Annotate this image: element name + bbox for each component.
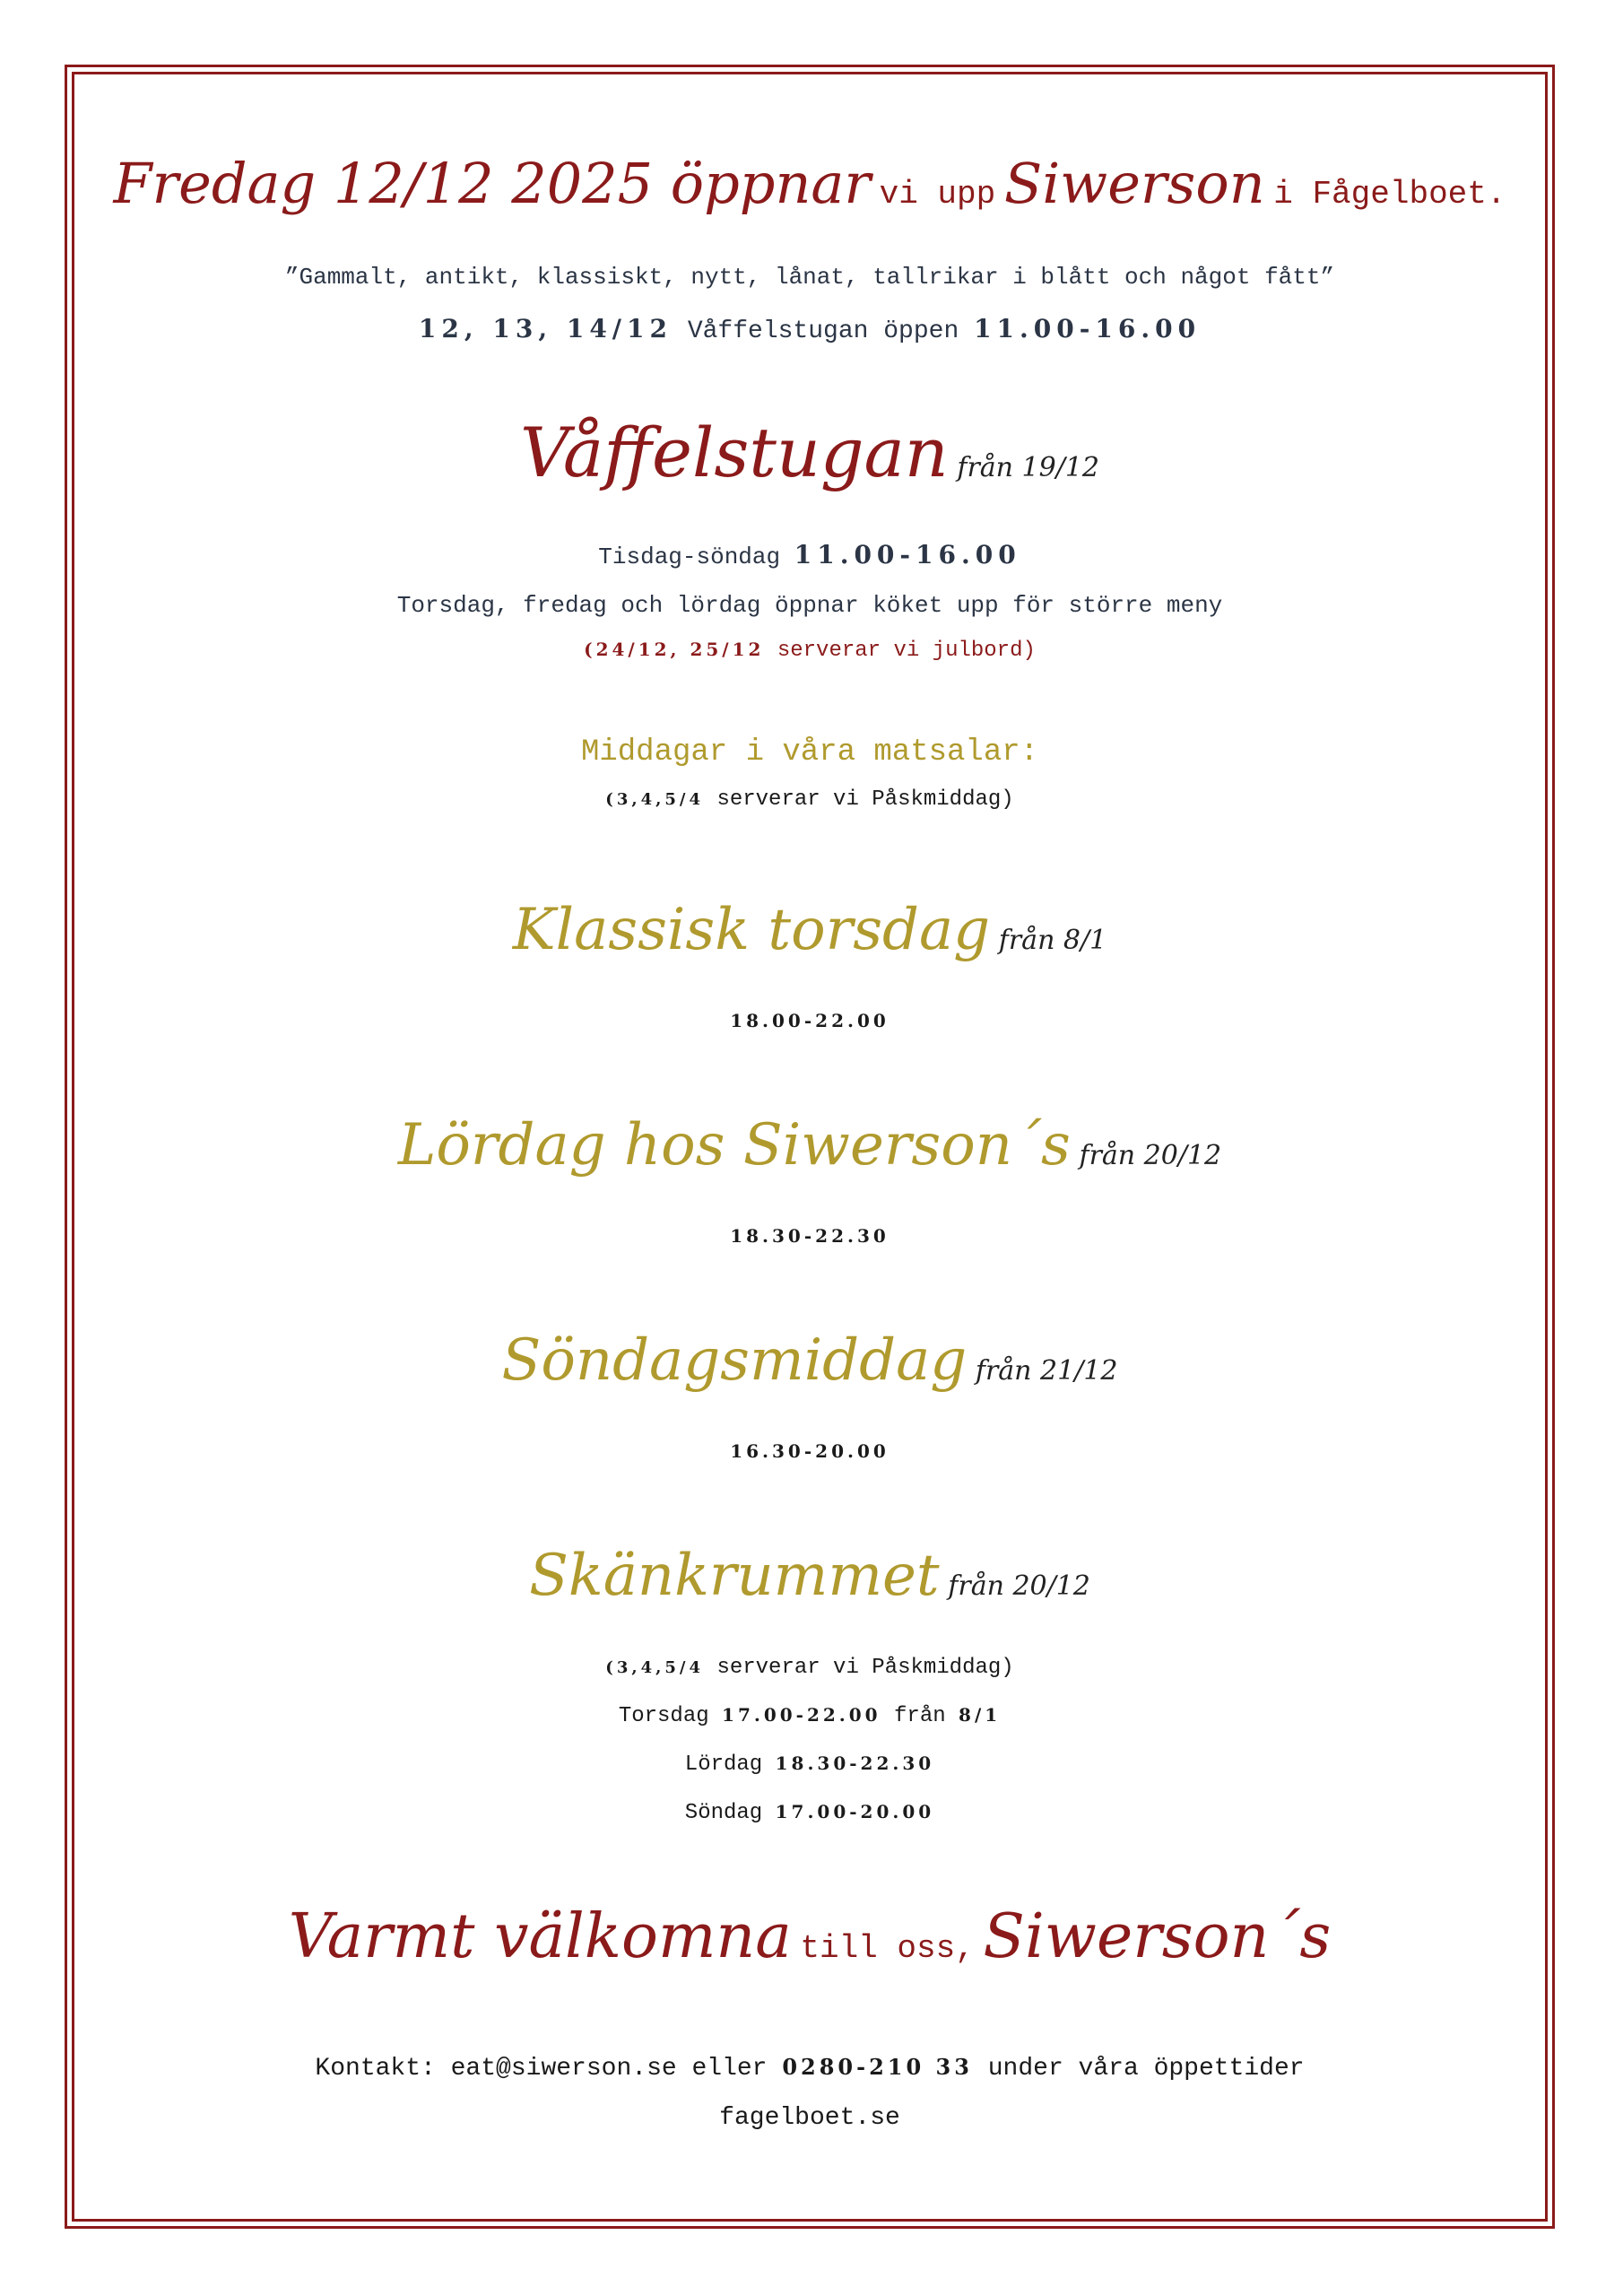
contact-suffix: under våra öppettider (987, 2055, 1305, 2083)
julbord-note (72, 639, 1548, 663)
section-saturday (72, 1112, 1548, 1178)
opening-dates-days: 12, 13, 14/12 (418, 314, 673, 344)
skank-sat-label: Lördag (684, 1752, 763, 1777)
skank-saturday (72, 1752, 1548, 1777)
contact-prefix: Kontakt: eat@siwerson.se eller (315, 2055, 768, 2083)
welcome (72, 1901, 1548, 1972)
contact-line (72, 2054, 1548, 2083)
waffle-hours (72, 540, 1548, 570)
section-classic-thursday (72, 897, 1548, 963)
headline-siwerson: Siwerson (1003, 151, 1265, 216)
website: fagelboet.se (719, 2104, 900, 2132)
section-from: från 20/12 (1079, 1140, 1222, 1171)
contact-phone: 0280-210 33 (782, 2054, 973, 2080)
section-time: 16.30-20.00 (730, 1440, 890, 1462)
quote: ”Gammalt, antikt, klassiskt, nytt, lånat, tallrikar i blått och något fått” (284, 264, 1335, 291)
section-title: Söndagsmiddag (501, 1327, 968, 1394)
section-title: Lördag hos Siwerson´s (397, 1112, 1071, 1178)
section-sunday (72, 1327, 1548, 1394)
waffle-from: från 19/12 (957, 452, 1099, 483)
skank-title: Skänkrummet (529, 1543, 940, 1609)
skank-easter-note (72, 1656, 1548, 1680)
skank-sunday (72, 1801, 1548, 1825)
skank-sat-time: 18.30-22.30 (775, 1752, 935, 1774)
dinners-easter-note (72, 787, 1548, 812)
flyer-page (72, 72, 1548, 2222)
waffle-heading (72, 413, 1548, 492)
skank-sun-label: Söndag (684, 1801, 763, 1825)
skank-easter-text: serverar vi Påskmiddag) (716, 1656, 1014, 1680)
welcome-signature: Siwerson´s (983, 1901, 1332, 1972)
waffle-days: Tisdag-söndag (598, 544, 781, 570)
waffle-menu-note: Torsdag, fredag och lördag öppnar köket upp för större meny (396, 592, 1223, 619)
skank-thu-from-date: 8/1 (959, 1704, 1002, 1726)
skank-easter-dates: (3,4,5/4 (605, 1658, 705, 1677)
skank-thu-time: 17.00-22.00 (722, 1704, 881, 1726)
julbord-dates: (24/12, 25/12 (584, 639, 765, 660)
headline-script-1: Fredag 12/12 2025 öppnar (113, 151, 872, 216)
skank-from: från 20/12 (948, 1570, 1090, 1602)
headline (72, 151, 1548, 216)
skank-sun-time: 17.00-20.00 (775, 1801, 935, 1822)
dinners-heading: Middagar i våra matsalar: (580, 735, 1039, 770)
opening-dates-time: 11.00-16.00 (974, 314, 1202, 344)
opening-dates (72, 314, 1548, 345)
julbord-text: serverar vi julbord) (777, 639, 1036, 663)
section-title: Klassisk torsdag (512, 897, 991, 963)
section-time: 18.30-22.30 (730, 1225, 890, 1247)
waffle-time: 11.00-16.00 (794, 540, 1021, 570)
dinners-easter-dates: (3,4,5/4 (605, 790, 705, 809)
skank-heading (72, 1543, 1548, 1609)
section-time: 18.00-22.00 (730, 1010, 890, 1031)
skank-thursday (72, 1704, 1548, 1728)
skank-thu-from: från (894, 1704, 946, 1728)
headline-mono-1: vi upp (879, 176, 996, 213)
waffle-title: Våffelstugan (519, 413, 949, 492)
welcome-mono: till oss, (800, 1930, 975, 1967)
section-from: från 21/12 (975, 1355, 1118, 1387)
headline-mono-2: i Fågelboet. (1273, 176, 1506, 213)
section-from: från 8/1 (998, 925, 1107, 956)
dinners-easter-text: serverar vi Påskmiddag) (716, 787, 1014, 812)
skank-thu-label: Torsdag (618, 1704, 709, 1728)
welcome-script: Varmt välkomna (288, 1901, 792, 1972)
opening-dates-text: Våffelstugan öppen (687, 317, 959, 345)
